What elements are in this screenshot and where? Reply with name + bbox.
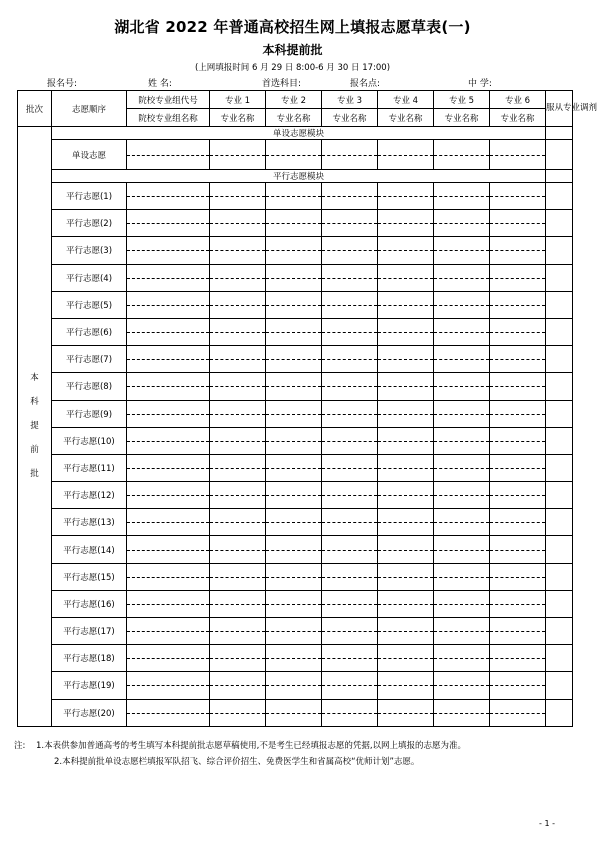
major-input-cell[interactable] bbox=[266, 482, 322, 509]
parallel-choice-row bbox=[18, 509, 573, 536]
major-input-cell[interactable] bbox=[378, 183, 434, 210]
major-name-header: 专业名称 bbox=[266, 109, 322, 127]
major-input-cell[interactable] bbox=[210, 536, 266, 563]
major-name-header: 专业名称 bbox=[490, 109, 546, 127]
major-input-cell[interactable] bbox=[490, 536, 546, 563]
batch-label-char: 前 bbox=[30, 445, 39, 456]
parallel-choice-row bbox=[18, 427, 573, 454]
college-input-cell[interactable] bbox=[127, 237, 210, 264]
order-label: 平行志愿(7) bbox=[52, 346, 127, 373]
fill-time-note: (上网填报时间 6 月 29 日 8:00-6 月 30 日 17:00) bbox=[194, 63, 391, 73]
major-input-cell[interactable] bbox=[322, 210, 378, 237]
major-input-cell[interactable] bbox=[322, 400, 378, 427]
parallel-choice-row bbox=[18, 264, 573, 291]
major-input-cell[interactable] bbox=[210, 427, 266, 454]
parallel-choice-row bbox=[18, 563, 573, 590]
application-table bbox=[17, 90, 597, 727]
name-label: 姓 名: bbox=[148, 79, 172, 89]
major-input-cell[interactable] bbox=[378, 482, 434, 509]
major-input-cell[interactable] bbox=[266, 536, 322, 563]
major-input-cell[interactable] bbox=[210, 672, 266, 699]
major-input-cell[interactable] bbox=[434, 373, 490, 400]
major-input-cell[interactable] bbox=[322, 618, 378, 645]
major-input-cell[interactable] bbox=[434, 400, 490, 427]
major-input-cell[interactable] bbox=[210, 482, 266, 509]
college-input-cell[interactable] bbox=[127, 183, 210, 210]
major-input-cell[interactable] bbox=[490, 563, 546, 590]
parallel-choice-row bbox=[18, 318, 573, 345]
major-6-header: 专业 6 bbox=[490, 91, 546, 109]
order-label: 平行志愿(20) bbox=[52, 699, 127, 726]
major-input-cell[interactable] bbox=[322, 509, 378, 536]
major-input-cell[interactable] bbox=[434, 264, 490, 291]
major-input-cell[interactable] bbox=[434, 454, 490, 481]
major-input-cell[interactable] bbox=[434, 590, 490, 617]
major-input-cell[interactable] bbox=[378, 618, 434, 645]
major-name-header: 专业名称 bbox=[210, 109, 266, 127]
major-input-cell[interactable] bbox=[210, 590, 266, 617]
major-input-cell[interactable] bbox=[378, 536, 434, 563]
major-input-cell[interactable] bbox=[434, 563, 490, 590]
parallel-section-label: 平行志愿模块 bbox=[52, 170, 546, 183]
major-input-cell[interactable] bbox=[378, 699, 434, 726]
order-label: 平行志愿(3) bbox=[52, 237, 127, 264]
adjust-input-cell[interactable] bbox=[546, 264, 573, 291]
major-input-cell[interactable] bbox=[210, 373, 266, 400]
major-input-cell[interactable] bbox=[490, 210, 546, 237]
notes bbox=[14, 738, 467, 770]
parallel-choice-row bbox=[18, 699, 573, 726]
adjust-input-cell[interactable] bbox=[546, 373, 573, 400]
major-input-cell[interactable] bbox=[434, 237, 490, 264]
batch-cell bbox=[18, 127, 52, 727]
adjust-input-cell[interactable] bbox=[546, 427, 573, 454]
college-input-cell[interactable] bbox=[127, 618, 210, 645]
college-input-cell[interactable] bbox=[127, 454, 210, 481]
major-input-cell[interactable] bbox=[490, 427, 546, 454]
major-input-cell[interactable] bbox=[490, 264, 546, 291]
major-input-cell[interactable] bbox=[266, 291, 322, 318]
college-input-cell[interactable] bbox=[127, 140, 210, 170]
college-input-cell[interactable] bbox=[127, 427, 210, 454]
major-input-cell[interactable] bbox=[266, 590, 322, 617]
major-input-cell[interactable] bbox=[378, 210, 434, 237]
major-input-cell[interactable] bbox=[490, 618, 546, 645]
order-label: 平行志愿(4) bbox=[52, 264, 127, 291]
adjust-input-cell[interactable] bbox=[546, 140, 573, 170]
major-input-cell[interactable] bbox=[266, 618, 322, 645]
parallel-choice-row bbox=[18, 454, 573, 481]
major-input-cell[interactable] bbox=[434, 427, 490, 454]
major-input-cell[interactable] bbox=[490, 699, 546, 726]
major-input-cell[interactable] bbox=[378, 318, 434, 345]
major-input-cell[interactable] bbox=[322, 373, 378, 400]
order-label: 平行志愿(8) bbox=[52, 373, 127, 400]
reg-no-label: 报名号: bbox=[47, 79, 78, 89]
adjust-cell bbox=[546, 127, 573, 140]
order-label: 平行志愿(2) bbox=[52, 210, 127, 237]
adjust-input-cell[interactable] bbox=[546, 318, 573, 345]
major-3-header: 专业 3 bbox=[322, 91, 378, 109]
major-input-cell[interactable] bbox=[266, 427, 322, 454]
major-input-cell[interactable] bbox=[490, 590, 546, 617]
adjust-header: 服从专业调剂 bbox=[546, 91, 573, 127]
college-input-cell[interactable] bbox=[127, 264, 210, 291]
college-input-cell[interactable] bbox=[127, 672, 210, 699]
adjust-input-cell[interactable] bbox=[546, 563, 573, 590]
major-input-cell[interactable] bbox=[490, 373, 546, 400]
major-input-cell[interactable] bbox=[434, 291, 490, 318]
major-input-cell[interactable] bbox=[434, 645, 490, 672]
college-name-header: 院校专业组名称 bbox=[127, 109, 210, 127]
order-label: 平行志愿(10) bbox=[52, 427, 127, 454]
college-input-cell[interactable] bbox=[127, 645, 210, 672]
college-input-cell[interactable] bbox=[127, 373, 210, 400]
major-input-cell[interactable] bbox=[322, 699, 378, 726]
adjust-input-cell[interactable] bbox=[546, 291, 573, 318]
major-input-cell[interactable] bbox=[490, 482, 546, 509]
reg-point-label: 报名点: bbox=[350, 79, 381, 89]
parallel-choice-row bbox=[18, 618, 573, 645]
major-input-cell[interactable] bbox=[210, 346, 266, 373]
header-row-1 bbox=[18, 91, 573, 109]
major-input-cell[interactable] bbox=[266, 509, 322, 536]
major-input-cell[interactable] bbox=[378, 509, 434, 536]
major-input-cell[interactable] bbox=[434, 140, 490, 170]
college-input-cell[interactable] bbox=[127, 400, 210, 427]
major-input-cell[interactable] bbox=[322, 482, 378, 509]
major-input-cell[interactable] bbox=[378, 427, 434, 454]
college-input-cell[interactable] bbox=[127, 699, 210, 726]
major-name-header: 专业名称 bbox=[322, 109, 378, 127]
major-input-cell[interactable] bbox=[210, 400, 266, 427]
major-input-cell[interactable] bbox=[434, 536, 490, 563]
major-input-cell[interactable] bbox=[322, 346, 378, 373]
parallel-choice-row bbox=[18, 536, 573, 563]
major-input-cell[interactable] bbox=[266, 237, 322, 264]
order-label: 平行志愿(12) bbox=[52, 482, 127, 509]
major-input-cell[interactable] bbox=[210, 563, 266, 590]
major-input-cell[interactable] bbox=[490, 140, 546, 170]
major-input-cell[interactable] bbox=[210, 210, 266, 237]
college-input-cell[interactable] bbox=[127, 291, 210, 318]
notes-label: 注: bbox=[14, 741, 26, 751]
major-input-cell[interactable] bbox=[266, 454, 322, 481]
single-section-row bbox=[18, 127, 573, 140]
major-input-cell[interactable] bbox=[378, 140, 434, 170]
major-input-cell[interactable] bbox=[378, 264, 434, 291]
order-label: 平行志愿(5) bbox=[52, 291, 127, 318]
major-input-cell[interactable] bbox=[490, 183, 546, 210]
major-5-header: 专业 5 bbox=[434, 91, 490, 109]
adjust-input-cell[interactable] bbox=[546, 672, 573, 699]
major-input-cell[interactable] bbox=[490, 400, 546, 427]
school-label: 中 学: bbox=[468, 79, 492, 89]
major-2-header: 专业 2 bbox=[266, 91, 322, 109]
major-input-cell[interactable] bbox=[490, 454, 546, 481]
college-code-header: 院校专业组代号 bbox=[127, 91, 210, 109]
major-input-cell[interactable] bbox=[434, 210, 490, 237]
major-input-cell[interactable] bbox=[378, 590, 434, 617]
parallel-choice-row bbox=[18, 373, 573, 400]
order-label: 平行志愿(9) bbox=[52, 400, 127, 427]
page-number: - 1 - bbox=[539, 819, 555, 828]
order-label: 平行志愿(14) bbox=[52, 536, 127, 563]
adjust-input-cell[interactable] bbox=[546, 237, 573, 264]
major-input-cell[interactable] bbox=[210, 509, 266, 536]
major-input-cell[interactable] bbox=[266, 699, 322, 726]
adjust-input-cell[interactable] bbox=[546, 346, 573, 373]
major-input-cell[interactable] bbox=[210, 699, 266, 726]
major-input-cell[interactable] bbox=[490, 237, 546, 264]
major-input-cell[interactable] bbox=[322, 536, 378, 563]
major-input-cell[interactable] bbox=[210, 454, 266, 481]
major-input-cell[interactable] bbox=[322, 318, 378, 345]
college-input-cell[interactable] bbox=[127, 346, 210, 373]
major-input-cell[interactable] bbox=[266, 563, 322, 590]
major-input-cell[interactable] bbox=[322, 237, 378, 264]
major-input-cell[interactable] bbox=[322, 183, 378, 210]
major-input-cell[interactable] bbox=[322, 140, 378, 170]
major-input-cell[interactable] bbox=[322, 291, 378, 318]
batch-header: 批次 bbox=[18, 91, 52, 127]
parallel-choice-row bbox=[18, 672, 573, 699]
college-input-cell[interactable] bbox=[127, 563, 210, 590]
order-label: 平行志愿(13) bbox=[52, 509, 127, 536]
major-input-cell[interactable] bbox=[210, 318, 266, 345]
major-input-cell[interactable] bbox=[322, 264, 378, 291]
parallel-choice-row bbox=[18, 210, 573, 237]
major-input-cell[interactable] bbox=[210, 291, 266, 318]
adjust-input-cell[interactable] bbox=[546, 645, 573, 672]
major-input-cell[interactable] bbox=[378, 346, 434, 373]
major-input-cell[interactable] bbox=[322, 563, 378, 590]
note-1: 1.本表供参加普通高考的考生填写本科提前批志愿草稿使用,不是考生已经填报志愿的凭据,以网上填报的志愿为准。 bbox=[36, 741, 467, 751]
order-label: 单设志愿 bbox=[52, 140, 127, 170]
adjust-input-cell[interactable] bbox=[546, 509, 573, 536]
adjust-input-cell[interactable] bbox=[546, 183, 573, 210]
major-input-cell[interactable] bbox=[210, 140, 266, 170]
college-input-cell[interactable] bbox=[127, 590, 210, 617]
major-input-cell[interactable] bbox=[490, 645, 546, 672]
major-input-cell[interactable] bbox=[434, 318, 490, 345]
major-input-cell[interactable] bbox=[266, 140, 322, 170]
parallel-choice-row bbox=[18, 590, 573, 617]
major-input-cell[interactable] bbox=[322, 590, 378, 617]
major-input-cell[interactable] bbox=[378, 291, 434, 318]
major-input-cell[interactable] bbox=[322, 672, 378, 699]
adjust-input-cell[interactable] bbox=[546, 210, 573, 237]
parallel-choice-row bbox=[18, 346, 573, 373]
major-input-cell[interactable] bbox=[434, 482, 490, 509]
major-name-header: 专业名称 bbox=[378, 109, 434, 127]
parallel-choice-row bbox=[18, 400, 573, 427]
major-input-cell[interactable] bbox=[266, 183, 322, 210]
note-2: 2.本科提前批单设志愿栏填报军队招飞、综合评价招生、免费医学生和省属高校“优师计划”志愿。 bbox=[54, 757, 420, 767]
major-input-cell[interactable] bbox=[210, 264, 266, 291]
major-input-cell[interactable] bbox=[210, 645, 266, 672]
parallel-choice-row bbox=[18, 291, 573, 318]
major-input-cell[interactable] bbox=[378, 645, 434, 672]
college-input-cell[interactable] bbox=[127, 536, 210, 563]
order-label: 平行志愿(1) bbox=[52, 183, 127, 210]
major-input-cell[interactable] bbox=[490, 346, 546, 373]
single-choice-row bbox=[18, 140, 573, 170]
order-header: 志愿顺序 bbox=[52, 91, 127, 127]
college-input-cell[interactable] bbox=[127, 210, 210, 237]
major-input-cell[interactable] bbox=[266, 672, 322, 699]
major-input-cell[interactable] bbox=[378, 373, 434, 400]
page-subtitle: 本科提前批 bbox=[262, 43, 323, 57]
parallel-choice-row bbox=[18, 645, 573, 672]
major-input-cell[interactable] bbox=[490, 318, 546, 345]
college-input-cell[interactable] bbox=[127, 482, 210, 509]
college-input-cell[interactable] bbox=[127, 318, 210, 345]
major-input-cell[interactable] bbox=[378, 400, 434, 427]
order-label: 平行志愿(11) bbox=[52, 454, 127, 481]
parallel-choice-row bbox=[18, 482, 573, 509]
page-title: 湖北省 2022 年普通高校招生网上填报志愿草表(一) bbox=[114, 18, 471, 36]
batch-label-char: 提 bbox=[30, 421, 39, 432]
adjust-input-cell[interactable] bbox=[546, 400, 573, 427]
major-input-cell[interactable] bbox=[378, 237, 434, 264]
batch-label-char: 批 bbox=[30, 469, 39, 480]
order-label: 平行志愿(19) bbox=[52, 672, 127, 699]
major-input-cell[interactable] bbox=[266, 346, 322, 373]
major-input-cell[interactable] bbox=[266, 645, 322, 672]
batch-label-char: 科 bbox=[30, 397, 39, 408]
major-input-cell[interactable] bbox=[266, 373, 322, 400]
major-input-cell[interactable] bbox=[434, 672, 490, 699]
college-input-cell[interactable] bbox=[127, 509, 210, 536]
order-label: 平行志愿(17) bbox=[52, 618, 127, 645]
parallel-choice-row bbox=[18, 183, 573, 210]
order-label: 平行志愿(15) bbox=[52, 563, 127, 590]
major-input-cell[interactable] bbox=[490, 291, 546, 318]
major-4-header: 专业 4 bbox=[378, 91, 434, 109]
major-input-cell[interactable] bbox=[434, 699, 490, 726]
major-input-cell[interactable] bbox=[378, 563, 434, 590]
major-1-header: 专业 1 bbox=[210, 91, 266, 109]
major-input-cell[interactable] bbox=[490, 509, 546, 536]
batch-label-char: 本 bbox=[30, 373, 39, 384]
major-input-cell[interactable] bbox=[266, 210, 322, 237]
major-input-cell[interactable] bbox=[434, 346, 490, 373]
adjust-cell bbox=[546, 170, 573, 183]
major-input-cell[interactable] bbox=[266, 318, 322, 345]
major-input-cell[interactable] bbox=[322, 427, 378, 454]
adjust-input-cell[interactable] bbox=[546, 590, 573, 617]
major-input-cell[interactable] bbox=[322, 645, 378, 672]
major-input-cell[interactable] bbox=[490, 672, 546, 699]
order-label: 平行志愿(6) bbox=[52, 318, 127, 345]
major-input-cell[interactable] bbox=[210, 618, 266, 645]
first-subject-label: 首选科目: bbox=[262, 79, 302, 89]
parallel-choice-row bbox=[18, 237, 573, 264]
major-input-cell[interactable] bbox=[322, 454, 378, 481]
major-input-cell[interactable] bbox=[266, 264, 322, 291]
major-input-cell[interactable] bbox=[378, 672, 434, 699]
major-input-cell[interactable] bbox=[210, 237, 266, 264]
major-input-cell[interactable] bbox=[266, 400, 322, 427]
adjust-input-cell[interactable] bbox=[546, 454, 573, 481]
adjust-input-cell[interactable] bbox=[546, 699, 573, 726]
major-input-cell[interactable] bbox=[434, 618, 490, 645]
major-name-header: 专业名称 bbox=[434, 109, 490, 127]
single-section-label: 单设志愿模块 bbox=[52, 127, 546, 140]
order-label: 平行志愿(18) bbox=[52, 645, 127, 672]
adjust-input-cell[interactable] bbox=[546, 618, 573, 645]
major-input-cell[interactable] bbox=[434, 183, 490, 210]
order-label: 平行志愿(16) bbox=[52, 590, 127, 617]
major-input-cell[interactable] bbox=[434, 509, 490, 536]
adjust-input-cell[interactable] bbox=[546, 536, 573, 563]
parallel-section-row bbox=[18, 170, 573, 183]
adjust-input-cell[interactable] bbox=[546, 482, 573, 509]
major-input-cell[interactable] bbox=[210, 183, 266, 210]
major-input-cell[interactable] bbox=[378, 454, 434, 481]
